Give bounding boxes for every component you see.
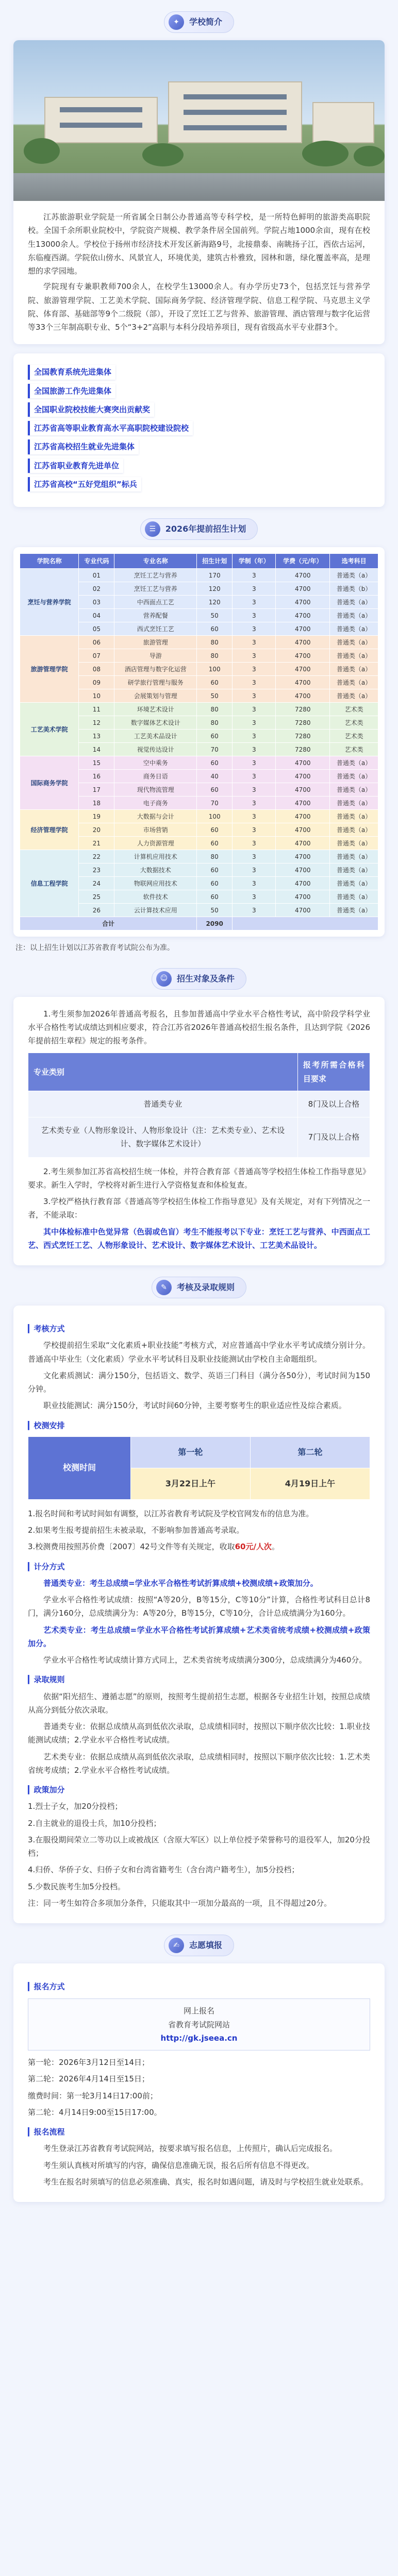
plan-cell-plan: 120 [197,582,233,596]
plan-cell-code: 11 [79,703,114,716]
window-row [184,94,287,99]
bonus-list [28,1800,370,1910]
plan-total-row [20,917,378,930]
plan-cell-plan: 100 [197,663,233,676]
section-pill [164,1935,234,1956]
score-rule: 艺术类专业：考生总成绩=学业水平合格性考试折算成绩+艺术类省统考成绩+校测成绩+政策加分。 [28,1625,370,1648]
plan-cell-name: 人力资源管理 [114,837,197,850]
plan-school-cell: 经济管理学院 [20,810,79,850]
subsection-title: ▎ 政策加分 [28,1783,370,1797]
plan-cell-fee: 4700 [276,796,330,810]
plan-cell-years: 3 [233,582,276,596]
plan-cell-years: 3 [233,770,276,783]
honor-item: 江苏省高校“五好党组织”标兵 [28,477,141,492]
plan-cell-years: 3 [233,796,276,810]
plan-cell-fee: 4700 [276,663,330,676]
schedule-date-1: 3月22日上午 [130,1468,250,1499]
apply-time-item: 第一轮：2026年3月12日至14日； [28,2058,150,2067]
plan-cell-plan: 80 [197,850,233,863]
section-header-apply [0,1935,398,1956]
plan-cell-name: 软件技术 [114,890,197,904]
campus-photo [13,40,385,201]
plan-cell-subject: 普通类（a） [330,622,378,636]
plan-table-card [13,547,385,937]
section-pill [140,518,258,540]
tree [354,146,385,166]
target-paragraph: 3.学校严格执行教育部《普通高等学校招生体检工作指导意见》及有关规定，对有下列情况之一者，不能录取： [28,1197,370,1220]
plan-cell-name: 物联网应用技术 [114,877,197,890]
plan-cell-years: 3 [233,904,276,917]
honor-item: 江苏省高等职业教育高水平高职院校建设院校 [28,421,193,435]
registration-site: 省教育考试院网站 [168,2020,230,2029]
plan-cell-name: 会展策划与管理 [114,689,197,703]
plan-cell-plan: 60 [197,730,233,743]
plan-cell-code: 02 [79,582,114,596]
intro-paragraph: 学院现有专兼职教师700余人，在校学生13000余人。有办学历史73个，包括烹饪与营养学院、旅游管理学院、工艺美术学院、国际商务学院、经济管理学院、信息工程学院、马克思主义学院、体育部、基础部等9个二级院（部），开设了烹饪工艺与营养、旅游管理、酒店管理与数字化运营等33个三年制高职专业、5个“3+2”高职与本科分段培养项目，现有省级高水平专业群3个。 [28,282,370,332]
plan-cell-code: 05 [79,622,114,636]
plan-cell-code: 19 [79,810,114,823]
plan-cell-years: 3 [233,823,276,837]
plan-cell-code: 25 [79,890,114,904]
plan-cell-plan: 80 [197,703,233,716]
apply-time-list [28,2056,370,2119]
plan-column-header: 专业代码 [79,554,114,569]
bonus-item: 5.少数民族考生加5分投档。 [28,1882,125,1891]
section-title: 学校简介 [189,17,222,27]
plan-cell-name: 研学旅行管理与服务 [114,676,197,689]
honor-item: 全国旅游工作先进集体 [28,384,115,398]
plan-cell-name: 数字媒体艺术设计 [114,716,197,730]
plan-cell-plan: 60 [197,622,233,636]
plan-cell-fee: 4700 [276,783,330,796]
tree [142,143,184,166]
plan-cell-fee: 4700 [276,810,330,823]
plan-cell-name: 云计算技术应用 [114,904,197,917]
plan-cell-plan: 60 [197,756,233,770]
plan-cell-subject: 普通类（a） [330,689,378,703]
target-paragraph: 1.考生须参加2026年普通高考报名，且参加普通高中学业水平合格性考试，高中阶段学科学业水平合格性考试成绩达到相应要求，符合江苏省2026年普通高校招生报名条件，且达到学院《2026年提前招生章程》规定的报考条件。 [28,1009,370,1046]
plan-cell-fee: 4700 [276,850,330,863]
plan-cell-plan: 60 [197,863,233,877]
plan-cell-code: 24 [79,877,114,890]
window-row [184,125,287,130]
plan-cell-subject: 普通类（a） [330,770,378,783]
plan-cell-fee: 4700 [276,904,330,917]
plan-cell-years: 3 [233,676,276,689]
plan-cell-subject: 普通类（a） [330,877,378,890]
subsection-title: ▎ 报名方式 [28,1980,370,1993]
plan-cell-fee: 4700 [276,649,330,663]
plan-cell-name: 工艺美术品设计 [114,730,197,743]
plan-cell-years: 3 [233,569,276,582]
plan-cell-plan: 120 [197,596,233,609]
plan-cell-subject: 普通类（a） [330,837,378,850]
plan-cell-years: 3 [233,756,276,770]
score-rule: 学业水平合格性考试成绩计算方式同上，艺术类省统考成绩满分300分，总成绩满分为460分。 [43,1655,367,1665]
intro-text [13,201,385,344]
plan-cell-years: 3 [233,730,276,743]
bonus-item: 3.在服役期间荣立二等功以上或被战区（含原大军区）以上单位授予荣誉称号的退役军人，加20分投档； [28,1835,370,1858]
section-pill [152,968,246,990]
plan-cell-fee: 4700 [276,756,330,770]
honor-list [28,365,370,496]
plan-cell-plan: 70 [197,796,233,810]
plan-cell-subject: 普通类（a） [330,796,378,810]
plan-cell-plan: 60 [197,877,233,890]
intro-paragraph: 江苏旅游职业学院是一所省属全日制公办普通高等专科学校，是一所特色鲜明的旅游类高职院校。全国千余所职业院校中，学院资产规模、教学条件居全国前列。学院占地1000余亩，现有在校生13000余人。学校位于扬州市经济技术开发区新海路9号，北接鼎泰、南眺扬子江，西依古运河，东临瘦西湖。学院依山傍水、风景宜人，环境优美，建筑古朴雅致，园林和谐，绿化覆盖率高，是理想的求学园地。 [28,212,370,276]
plan-cell-plan: 60 [197,837,233,850]
plan-cell-subject: 普通类（a） [330,596,378,609]
plan-column-header: 招生计划 [197,554,233,569]
section-title: 志愿填报 [189,1940,222,1951]
plan-cell-years: 3 [233,689,276,703]
honor-item: 江苏省高校招生就业先进集体 [28,439,139,454]
plan-cell-name: 市场营销 [114,823,197,837]
section-title: 招生对象及条件 [176,973,235,984]
plan-cell-fee: 4700 [276,890,330,904]
plan-cell-code: 16 [79,770,114,783]
target-highlight: 其中体检标准中色觉异常（色弱或色盲）考生不能报考以下专业：烹饪工艺与营养、中西面点工艺、西式烹饪工艺、人物形象设计、艺术设计、数字媒体艺术设计、工艺美术品设计。 [28,1227,370,1250]
plan-cell-plan: 170 [197,569,233,582]
plan-cell-fee: 4700 [276,689,330,703]
plan-cell-code: 18 [79,796,114,810]
apply-time-item: 第二轮：2026年4月14日至15日； [28,2074,150,2084]
plan-cell-subject: 普通类（a） [330,890,378,904]
exam-note: 1.报名时间和考试时间如有调整，以江苏省教育考试院及学校官网发布的信息为准。 [28,1509,314,1518]
plan-column-header: 学费（元/年） [276,554,330,569]
score-rule: 普通类专业：考生总成绩=学业水平合格性考试折算成绩+校测成绩+政策加分。 [43,1578,318,1588]
plan-cell-subject: 普通类（a） [330,783,378,796]
exam-paragraph: 文化素质测试：满分150分，包括语文、数学、英语三门科目（满分各50分），考试时间为150分钟。 [28,1370,370,1394]
registration-method: 网上报名 [183,2006,214,2016]
plan-row [20,850,378,863]
admit-rule: 艺术类专业：依据总成绩从高到低依次录取，总成绩相同时，按照以下顺序依次比较：1.艺术类省统考成绩；2.学业水平合格性考试成绩。 [28,1752,370,1775]
fee-highlight: 60元/人次 [235,1542,272,1552]
subject-requirement-table [28,1053,370,1157]
subsection-title: ▎ 计分方式 [28,1560,370,1573]
apply-paragraph: 考生在报名时须填写的信息必须准确、真实，报名时如遇问题，请及时与学校招生就业处联系。 [43,2177,369,2187]
plan-cell-years: 3 [233,609,276,622]
section-header-exam [0,1277,398,1298]
plan-cell-years: 3 [233,850,276,863]
plan-column-header: 学制（年） [233,554,276,569]
plan-cell-name: 电子商务 [114,796,197,810]
exam-note: 3.校测费用按照苏价费〔2007〕42号文件等有关规定，收取60元/人次。 [28,1542,279,1552]
table-cell-req: 8门及以上合格 [297,1091,370,1117]
plan-row [20,636,378,649]
schedule-row-label: 校测时间 [28,1436,131,1499]
plan-cell-subject: 普通类（a） [330,569,378,582]
bonus-item: 注：同一考生如符合多项加分条件，只能取其中一项加分最高的一项，且不得超过20分。 [28,1898,332,1908]
plan-cell-fee: 4700 [276,569,330,582]
table-header: 专业类别 [28,1053,298,1091]
plan-cell-code: 12 [79,716,114,730]
plan-cell-plan: 60 [197,890,233,904]
tree [302,141,349,166]
plan-cell-subject: 普通类（a） [330,823,378,837]
exam-paragraph: 职业技能测试：满分150分，考试时间60分钟，主要考察考生的职业适应性及综合素质。 [43,1401,346,1411]
plan-cell-name: 导游 [114,649,197,663]
plan-cell-years: 3 [233,636,276,649]
school-icon: ✦ [169,14,184,30]
plan-cell-code: 09 [79,676,114,689]
plan-cell-fee: 4700 [276,596,330,609]
plan-cell-plan: 70 [197,743,233,756]
plan-cell-years: 3 [233,596,276,609]
people-icon: ☺ [156,971,172,987]
plan-cell-name: 计算机应用技术 [114,850,197,863]
plan-cell-code: 14 [79,743,114,756]
plan-cell-fee: 4700 [276,622,330,636]
plan-cell-fee: 4700 [276,636,330,649]
plan-cell-years: 3 [233,783,276,796]
honor-item: 全国职业院校技能大赛突出贡献奖 [28,402,154,417]
plan-total-label: 合计 [20,917,197,930]
tree [24,138,60,164]
window-row [184,110,287,115]
schedule-round-1: 第一轮 [130,1436,250,1468]
honor-item: 全国教育系统先进集体 [28,365,115,379]
plan-cell-fee: 7280 [276,743,330,756]
plan-cell-years: 3 [233,810,276,823]
plan-cell-code: 17 [79,783,114,796]
bonus-item: 1.烈士子女，加20分投档； [28,1802,123,1811]
plan-cell-subject: 普通类（a） [330,676,378,689]
target-card [13,997,385,1266]
section-header-plan [0,518,398,540]
plan-cell-years: 3 [233,716,276,730]
window-row [60,107,142,112]
plan-school-cell: 国际商务学院 [20,756,79,810]
pen-icon: ✍ [169,1938,184,1953]
window-row [60,123,142,128]
exam-note: 2.如果考生报考提前招生未被录取，不影响参加普通高考录取。 [28,1526,244,1535]
plan-cell-subject: 普通类（a） [330,636,378,649]
plan-cell-subject: 普通类（a） [330,649,378,663]
plan-cell-name: 酒店管理与数字化运营 [114,663,197,676]
plan-cell-subject: 普通类（a） [330,810,378,823]
plan-column-header: 选考科目 [330,554,378,569]
plan-cell-name: 空中乘务 [114,756,197,770]
plan-cell-code: 01 [79,569,114,582]
subsection-title: ▎ 报名流程 [28,2125,370,2139]
plan-cell-subject: 艺术类 [330,716,378,730]
table-cell-req: 7门及以上合格 [297,1117,370,1158]
plan-cell-plan: 50 [197,904,233,917]
section-header-target [0,968,398,990]
plan-cell-code: 08 [79,663,114,676]
plan-cell-subject: 普通类（a） [330,756,378,770]
plan-table [20,553,378,930]
intro-card [13,40,385,344]
bottom-spacer [0,2202,398,2223]
table-cell-cat: 普通类专业 [28,1091,298,1117]
exam-card [13,1306,385,1923]
plan-row [20,756,378,770]
section-header-intro [0,11,398,33]
plan-cell-plan: 80 [197,636,233,649]
plan-cell-subject: 普通类（a） [330,850,378,863]
plan-cell-years: 3 [233,863,276,877]
plan-cell-fee: 7280 [276,703,330,716]
schedule-date-2: 4月19日上午 [250,1468,370,1499]
section-pill [152,1277,246,1298]
plan-cell-years: 3 [233,663,276,676]
plan-row [20,810,378,823]
plan-cell-years: 3 [233,890,276,904]
table-header: 报考所需合格科目要求 [297,1053,370,1091]
plan-cell-name: 大数据技术 [114,863,197,877]
plan-cell-fee: 4700 [276,837,330,850]
plan-cell-fee: 4700 [276,877,330,890]
schedule-table [28,1436,370,1500]
plan-cell-name: 西式烹饪工艺 [114,622,197,636]
plan-cell-name: 旅游管理 [114,636,197,649]
plan-cell-plan: 80 [197,649,233,663]
section-title: 考核及录取规则 [176,1282,235,1293]
plan-cell-code: 03 [79,596,114,609]
table-row [28,1091,370,1117]
honors-card [13,353,385,507]
plan-row [20,703,378,716]
plan-cell-name: 商务日语 [114,770,197,783]
apply-paragraph: 考生登录江苏省教育考试院网站，按要求填写报名信息，上传照片，确认后完成报名。 [43,2144,338,2154]
plan-school-cell: 烹饪与营养学院 [20,569,79,636]
plan-cell-subject: 普通类（a） [330,863,378,877]
apply-paragraph: 考生须认真核对所填写的内容，确保信息准确无误，报名后所有信息不得更改。 [43,2160,314,2170]
plan-cell-years: 3 [233,743,276,756]
plan-cell-plan: 60 [197,823,233,837]
plan-total-value: 2090 [197,917,233,930]
plan-cell-subject: 艺术类 [330,730,378,743]
score-rule: 学业水平合格性考试成绩：按照“A等20分，B等15分，C等10分”计算，合格性考试科目总计8门，满分160分，总成绩满分为：A等20分，B等15分，C等10分，合计总成绩满分为160分。 [28,1595,370,1618]
plan-school-cell: 信息工程学院 [20,850,79,917]
plan-cell-years: 3 [233,877,276,890]
plan-cell-years: 3 [233,837,276,850]
bonus-item: 2.自主就业的退役士兵，加10分投档； [28,1818,161,1828]
exam-paragraph: 学校提前招生采取“文化素质+职业技能”考核方式，对应普通高中学业水平考试成绩分别计分。普通高中毕业生（文化素质）学业水平考试科目及职业技能测试由学校自主命题组织。 [28,1341,370,1364]
plan-column-header: 学院名称 [20,554,79,569]
building [44,97,158,143]
plan-cell-code: 22 [79,850,114,863]
plan-cell-fee: 4700 [276,676,330,689]
plan-cell-subject: 普通类（a） [330,609,378,622]
plan-body [20,569,378,930]
plan-cell-subject: 普通类（a） [330,663,378,676]
admit-rule: 依据“阳光招生、遵循志愿”的原则，按照考生提前招生志愿，根据各专业招生计划，按照总成绩从高分到低分依次录取。 [28,1691,370,1715]
subsection-title: ▎ 考核方式 [28,1322,370,1335]
plan-cell-years: 3 [233,622,276,636]
plan-cell-fee: 4700 [276,823,330,837]
plan-cell-plan: 60 [197,676,233,689]
registration-link[interactable]: http://gk.jseea.cn [160,2033,238,2043]
plan-cell-fee: 4700 [276,582,330,596]
plan-cell-code: 10 [79,689,114,703]
plan-cell-plan: 40 [197,770,233,783]
plan-cell-years: 3 [233,649,276,663]
plan-cell-plan: 80 [197,716,233,730]
plan-cell-plan: 60 [197,783,233,796]
plan-cell-subject: 普通类（b） [330,582,378,596]
plan-cell-code: 04 [79,609,114,622]
plan-cell-code: 20 [79,823,114,837]
apply-card [13,1963,385,2202]
plan-cell-name: 大数据与会计 [114,810,197,823]
plan-row [20,569,378,582]
bonus-item: 4.归侨、华侨子女、归侨子女和台湾省籍考生（含台湾户籍考生），加5分投档； [28,1865,300,1875]
plan-cell-code: 13 [79,730,114,743]
plan-cell-code: 23 [79,863,114,877]
plan-cell-code: 26 [79,904,114,917]
plan-note: 注：以上招生计划以江苏省教育考试院公布为准。 [15,944,174,953]
plan-cell-subject: 普通类（a） [330,904,378,917]
plan-cell-name: 视觉传达设计 [114,743,197,756]
plan-cell-fee: 7280 [276,730,330,743]
plan-cell-code: 15 [79,756,114,770]
plan-cell-code: 07 [79,649,114,663]
plan-cell-name: 环境艺术设计 [114,703,197,716]
plan-cell-fee: 4700 [276,609,330,622]
plan-cell-name: 中西面点工艺 [114,596,197,609]
plan-cell-fee: 4700 [276,770,330,783]
plan-school-cell: 旅游管理学院 [20,636,79,703]
target-paragraph: 2.考生须参加江苏省高校招生统一体检，并符合教育部《普通高等学校招生体检工作指导意见》要求。新生入学时，学校将对新生进行入学资格复查和体检复查。 [28,1166,370,1190]
road [13,173,385,201]
plan-cell-name: 烹饪工艺与营养 [114,582,197,596]
clipboard-icon: ✎ [156,1280,172,1295]
plan-cell-name: 烹饪工艺与营养 [114,569,197,582]
plan-cell-code: 06 [79,636,114,649]
plan-school-cell: 工艺美术学院 [20,703,79,756]
plan-cell-plan: 50 [197,609,233,622]
plan-column-header: 专业名称 [114,554,197,569]
subsection-title: ▎ 校测安排 [28,1419,370,1432]
plan-cell-fee: 7280 [276,716,330,730]
plan-cell-plan: 100 [197,810,233,823]
table-row [28,1117,370,1158]
plan-cell-plan: 50 [197,689,233,703]
plan-cell-fee: 4700 [276,863,330,877]
plan-header-row [20,554,378,569]
admit-rule: 普通类专业：依据总成绩从高到低依次录取，总成绩相同时，按照以下顺序依次比较：1.职业技能测试成绩；2.学业水平合格性考试成绩。 [28,1722,370,1745]
plan-cell-subject: 艺术类 [330,703,378,716]
registration-box [28,1998,370,2050]
subsection-title: ▎ 录取规则 [28,1673,370,1686]
apply-time-item: 缴费时间：第一轮3月14日17:00前； [28,2091,158,2100]
plan-cell-years: 3 [233,703,276,716]
schedule-round-2: 第二轮 [250,1436,370,1468]
apply-time-item: 第二轮：4月14日9:00至15日17:00。 [28,2107,162,2117]
honor-item: 江苏省职业教育先进单位 [28,459,123,473]
list-icon: ☰ [145,521,160,537]
section-title: 2026年提前招生计划 [165,524,246,534]
plan-cell-name: 营养配餐 [114,609,197,622]
building [312,102,374,143]
plan-cell-subject: 艺术类 [330,743,378,756]
plan-cell-name: 现代物流管理 [114,783,197,796]
section-pill [164,11,234,33]
plan-cell-code: 21 [79,837,114,850]
table-cell-cat: 艺术类专业（人物形象设计、人物形象设计（注：艺术类专业）、艺术设计、数字媒体艺术设计） [28,1117,298,1158]
